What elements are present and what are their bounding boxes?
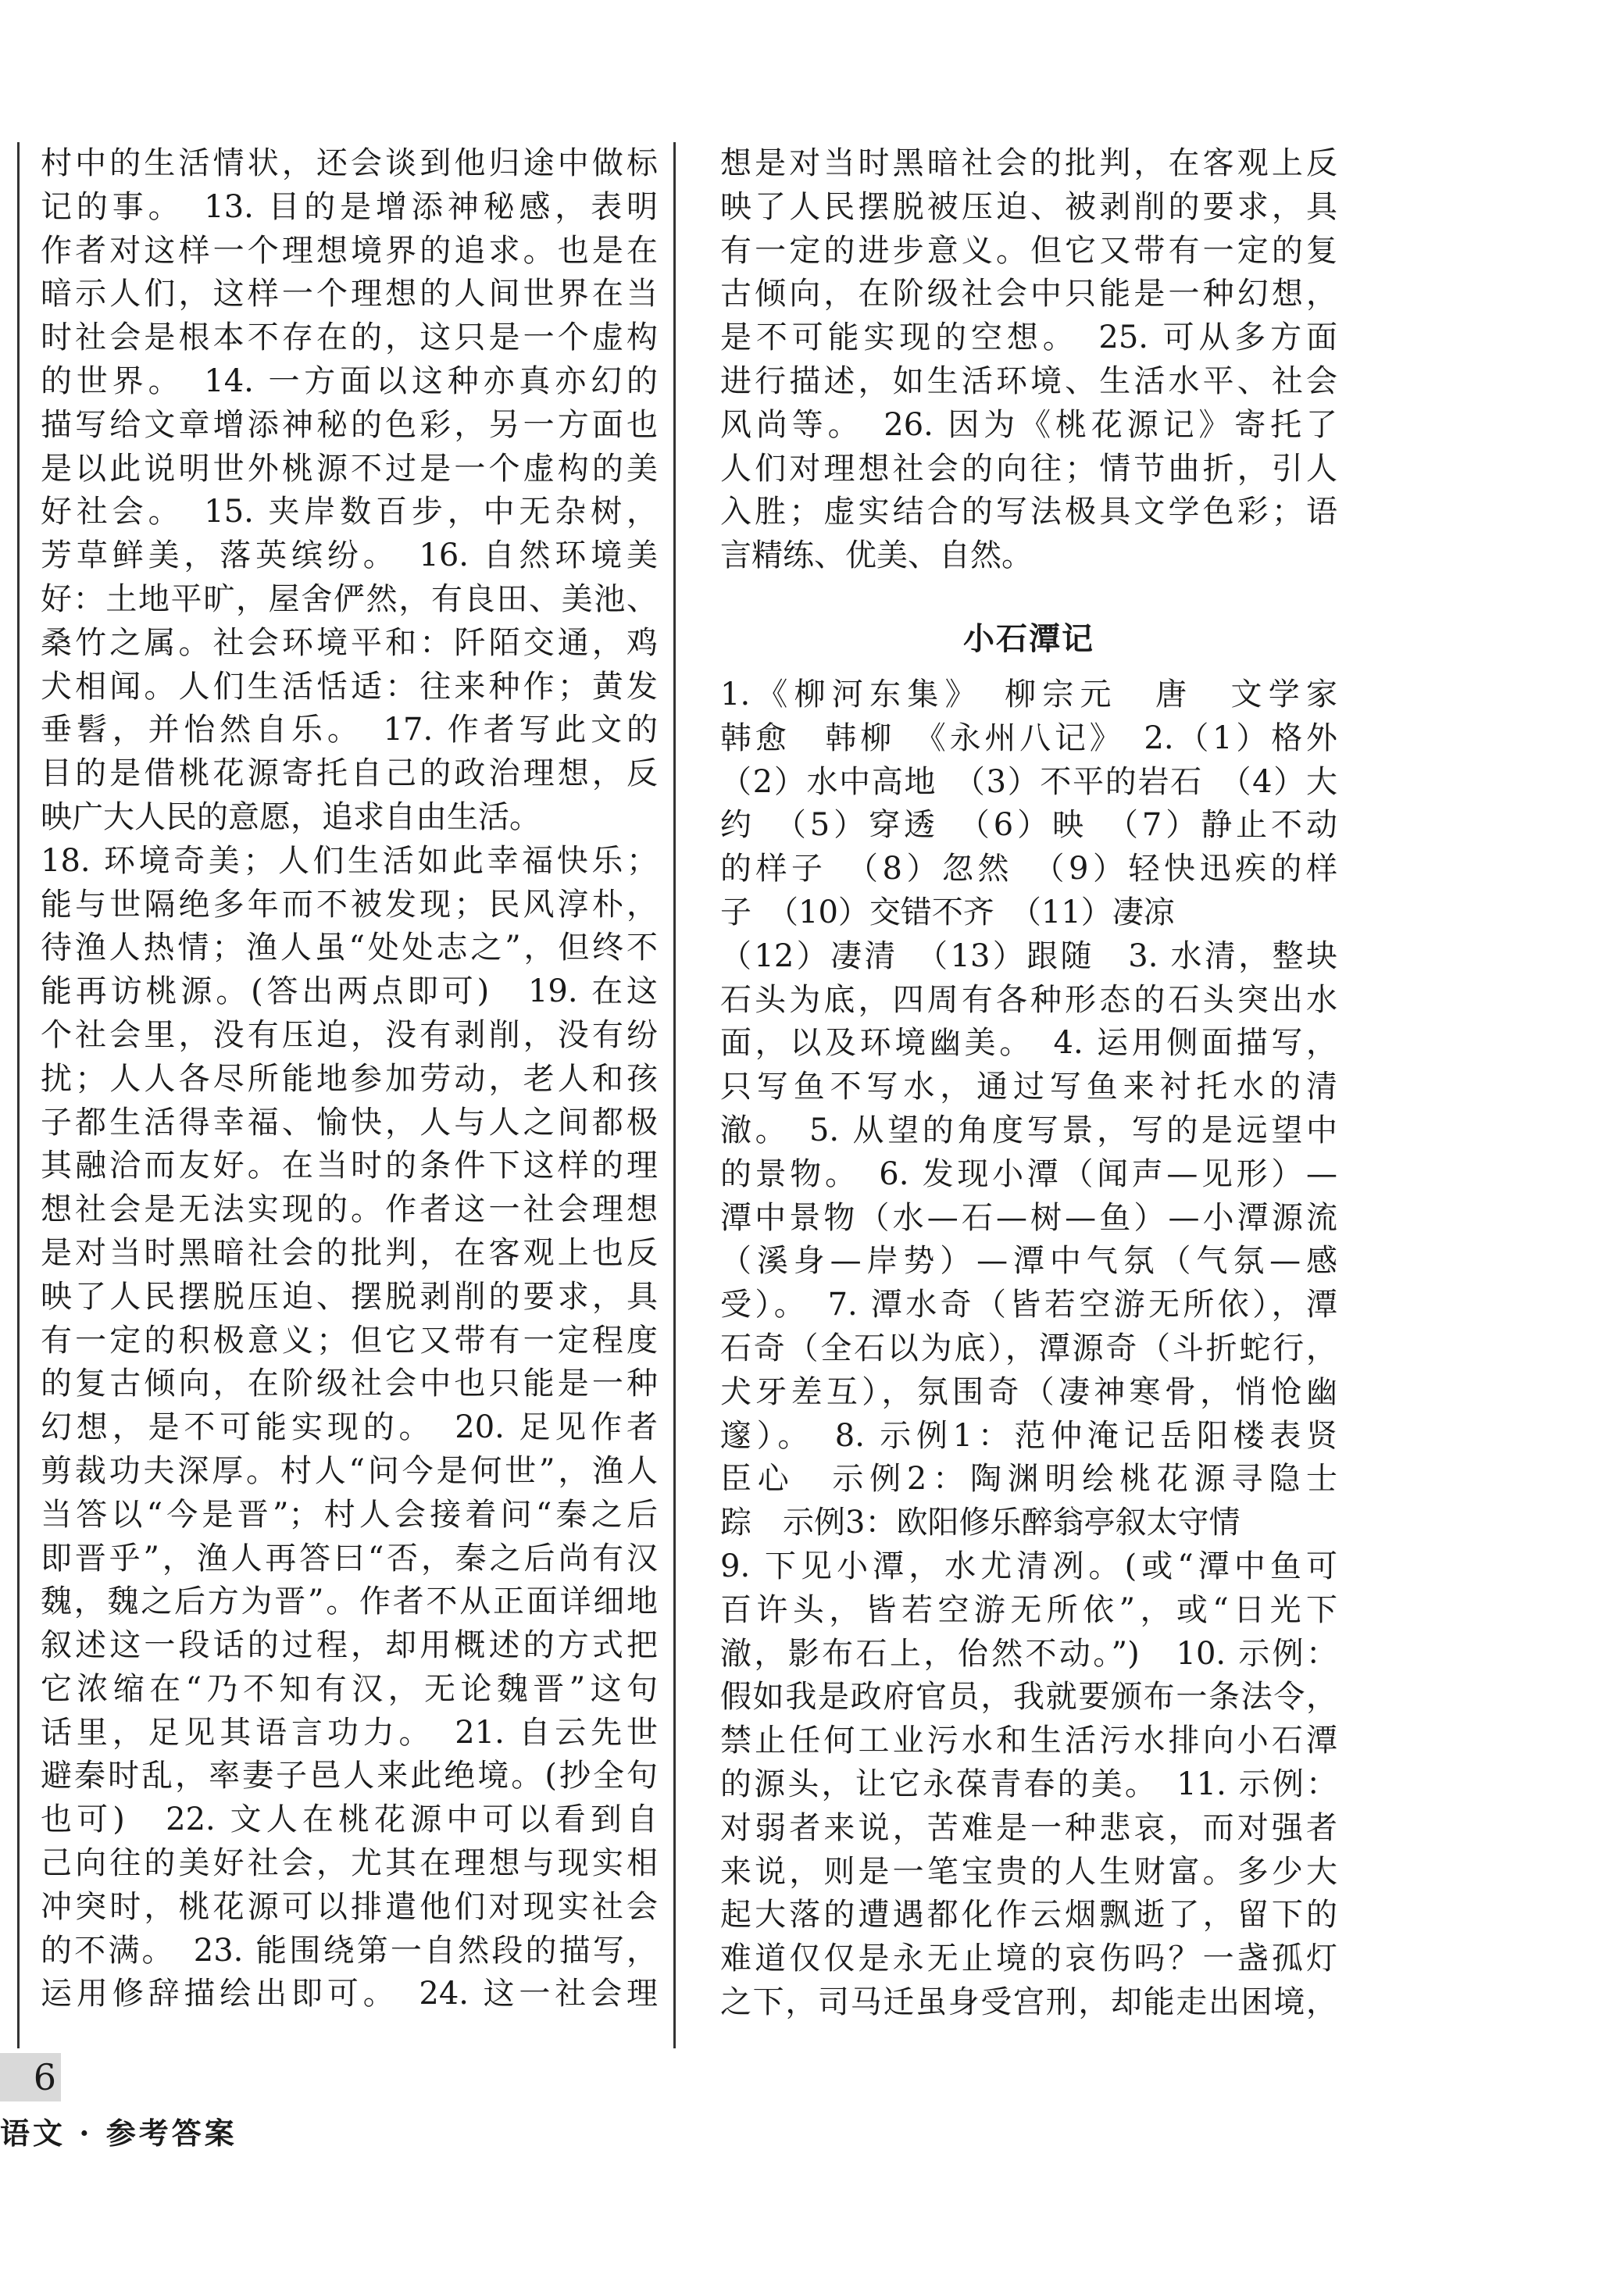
text-line: 1.《柳河东集》 柳宗元 唐 文学家	[720, 677, 1337, 712]
text-line: 好：土地平旷，屋舍俨然，有良田、美池、	[41, 580, 658, 617]
text-line: 言精练、优美、自然。	[720, 537, 1033, 574]
text-line: 古倾向，在阶级社会中只能是一种幻想，	[720, 276, 1337, 312]
text-line: 幻想，是不可能实现的。 20. 足见作者	[41, 1409, 658, 1446]
text-line: 能与世隔绝多年而不被发现；民风淳朴，	[41, 886, 658, 923]
text-line: （溪身—岸势）—潭中气氛（气氛—感	[720, 1243, 1337, 1280]
text-line: 映广大人民的意愿，追求自由生活。	[41, 798, 541, 835]
page-number: 6	[0, 2053, 61, 2101]
text-line: （2）水中高地 （3）不平的岩石 （4）大	[720, 763, 1337, 800]
text-line: 的景物。 6. 发现小潭（闻声—见形）—	[720, 1155, 1337, 1192]
text-line: 扰；人人各尽所能地参加劳动，老人和孩	[41, 1060, 658, 1097]
text-line: 是不可能实现的空想。 25. 可从多方面	[720, 320, 1337, 356]
text-line: 进行描述，如生活环境、生活水平、社会	[720, 362, 1337, 399]
text-line: 有一定的积极意义；但它又带有一定程度	[41, 1322, 658, 1359]
text-line: 犬牙差互），氛围奇（凄神寒骨，悄怆幽	[720, 1373, 1337, 1410]
text-line: 也可) 22. 文人在桃花源中可以看到自	[41, 1801, 658, 1838]
column-divider	[673, 142, 676, 2048]
text-line: 之下，司马迁虽身受宫刑，却能走出困境，	[720, 1984, 1337, 2020]
text-line: 韩愈 韩柳 《永州八记》 2.（1）格外	[720, 720, 1337, 756]
text-line: 映了人民摆脱压迫、摆脱剥削的要求，具	[41, 1278, 658, 1315]
text-line: 想是对当时黑暗社会的批判，在客观上反	[720, 145, 1337, 181]
text-line: 垂髫，并怡然自乐。 17. 作者写此文的	[41, 712, 658, 748]
text-line: 对弱者来说，苦难是一种悲哀，而对强者	[720, 1809, 1337, 1846]
text-line: 待渔人热情；渔人虽“处处志之”，但终不	[41, 930, 658, 966]
text-line: 潭中景物（水—石—树—鱼）—小潭源流	[720, 1199, 1337, 1236]
right-column-top	[720, 142, 1337, 578]
text-line: 个社会里，没有压迫，没有剥削，没有纷	[41, 1016, 658, 1053]
text-line: 只写鱼不写水，通过写鱼来衬托水的清	[720, 1069, 1337, 1105]
text-line: 运用修辞描绘出即可。 24. 这一社会理	[41, 1976, 658, 2012]
text-line: 难道仅仅是永无止境的哀伤吗？一盏孤灯	[720, 1941, 1337, 1977]
text-line: 面，以及环境幽美。 4. 运用侧面描写，	[720, 1025, 1337, 1062]
text-line: 犬相闻。人们生活恬适：往来种作；黄发	[41, 668, 658, 705]
text-line: 叙述这一段话的过程，却用概述的方式把	[41, 1627, 658, 1664]
text-line: 是以此说明世外桃源不过是一个虚构的美	[41, 450, 658, 487]
text-line: 话里，足见其语言功力。 21. 自云先世	[41, 1714, 658, 1751]
text-line: 的样子 （8）忽然 （9）轻快迅疾的样	[720, 851, 1337, 887]
text-line: 臣心 示例2：陶渊明绘桃花源寻隐士	[720, 1461, 1337, 1498]
text-line: 踪 示例3：欧阳修乐醉翁亭叙太守情	[720, 1505, 1241, 1541]
text-line: 其融洽而友好。在当时的条件下这样的理	[41, 1148, 658, 1184]
text-line: 描写给文章增添神秘的色彩，另一方面也	[41, 406, 658, 443]
text-line: 约 （5）穿透 （6）映 （7）静止不动	[720, 807, 1337, 844]
text-line: 魏，魏之后方为晋”。作者不从正面详细地	[41, 1584, 658, 1620]
text-line: 澈，影布石上，佁然不动。”) 10. 示例：	[720, 1635, 1337, 1672]
text-line: 石奇（全石以为底），潭源奇（斗折蛇行，	[720, 1330, 1337, 1366]
text-line: 的世界。 14. 一方面以这种亦真亦幻的	[41, 362, 658, 399]
text-line: 它浓缩在“乃不知有汉，无论魏晋”这句	[41, 1670, 658, 1707]
text-line: 是对当时黑暗社会的批判，在客观上也反	[41, 1234, 658, 1271]
text-line: 子 （10）交错不齐 （11）凄凉	[720, 894, 1175, 930]
text-line: 目的是借桃花源寄托自己的政治理想，反	[41, 755, 658, 792]
text-line: 芳草鲜美，落英缤纷。 16. 自然环境美	[41, 537, 658, 574]
text-line: 的不满。 23. 能围绕第一自然段的描写，	[41, 1932, 658, 1969]
text-line: 作者对这样一个理想境界的追求。也是在	[41, 232, 658, 269]
footer-label: 语文 · 参考答案	[0, 2116, 237, 2151]
text-line: 映了人民摆脱被压迫、被剥削的要求，具	[720, 188, 1337, 225]
text-line: 石头为底，四周有各种形态的石头突出水	[720, 981, 1337, 1018]
text-line: 入胜；虚实结合的写法极具文学色彩；语	[720, 494, 1337, 530]
text-line: 想社会是无法实现的。作者这一社会理想	[41, 1191, 658, 1228]
text-line: 时社会是根本不存在的，这只是一个虚构	[41, 320, 658, 356]
text-line: 邃）。 8. 示例1：范仲淹记岳阳楼表贤	[720, 1417, 1337, 1454]
text-line: 来说，则是一笔宝贵的人生财富。多少大	[720, 1853, 1337, 1890]
text-line: 子都生活得幸福、愉快，人与人之间都极	[41, 1104, 658, 1141]
left-column	[41, 142, 658, 2016]
left-margin-rule	[17, 142, 20, 2048]
text-line: 村中的生活情状，还会谈到他归途中做标	[41, 145, 658, 181]
text-line: 己向往的美好社会，尤其在理想与现实相	[41, 1845, 658, 1882]
text-line: 剪裁功夫深厚。村人“问今是何世”，渔人	[41, 1452, 658, 1489]
text-line: 桑竹之属。社会环境平和：阡陌交通，鸡	[41, 624, 658, 661]
text-line: 冲突时，桃花源可以排遣他们对现实社会	[41, 1888, 658, 1925]
text-line: 暗示人们，这样一个理想的人间世界在当	[41, 276, 658, 312]
text-line: 有一定的进步意义。但它又带有一定的复	[720, 232, 1337, 269]
text-line: 假如我是政府官员，我就要颁布一条法令，	[720, 1679, 1337, 1716]
text-line: 记的事。 13. 目的是增添神秘感，表明	[41, 188, 658, 225]
text-line: 18. 环境奇美；人们生活如此幸福快乐；	[41, 842, 658, 879]
text-line: 即晋乎”，渔人再答曰“否，秦之后尚有汉	[41, 1540, 658, 1576]
text-line: 避秦时乱，率妻子邑人来此绝境。(抄全句	[41, 1758, 658, 1794]
right-column-bottom	[720, 673, 1337, 2025]
text-line: 9. 下见小潭，水尤清冽。(或“潭中鱼可	[720, 1548, 1337, 1584]
text-line: 风尚等。 26. 因为《桃花源记》寄托了	[720, 406, 1337, 443]
text-line: 百许头，皆若空游无所依”，或“日光下	[720, 1591, 1337, 1628]
text-line: 受）。 7. 潭水奇（皆若空游无所依），潭	[720, 1287, 1337, 1323]
text-line: 能再访桃源。(答出两点即可) 19. 在这	[41, 973, 658, 1010]
text-line: 好社会。 15. 夹岸数百步，中无杂树，	[41, 494, 658, 530]
section-title: 小石潭记	[963, 620, 1094, 657]
text-line: 的源头，让它永葆青春的美。 11. 示例：	[720, 1766, 1337, 1802]
text-line: 起大落的遭遇都化作云烟飘逝了，留下的	[720, 1897, 1337, 1934]
text-line: （12）凄清 （13）跟随 3. 水清，整块	[720, 937, 1337, 974]
text-line: 人们对理想社会的向往；情节曲折，引人	[720, 450, 1337, 487]
text-line: 的复古倾向，在阶级社会中也只能是一种	[41, 1366, 658, 1402]
text-line: 当答以“今是晋”；村人会接着问“秦之后	[41, 1496, 658, 1533]
text-line: 澈。 5. 从望的角度写景，写的是远望中	[720, 1112, 1337, 1148]
text-line: 禁止任何工业污水和生活污水排向小石潭	[720, 1723, 1337, 1759]
